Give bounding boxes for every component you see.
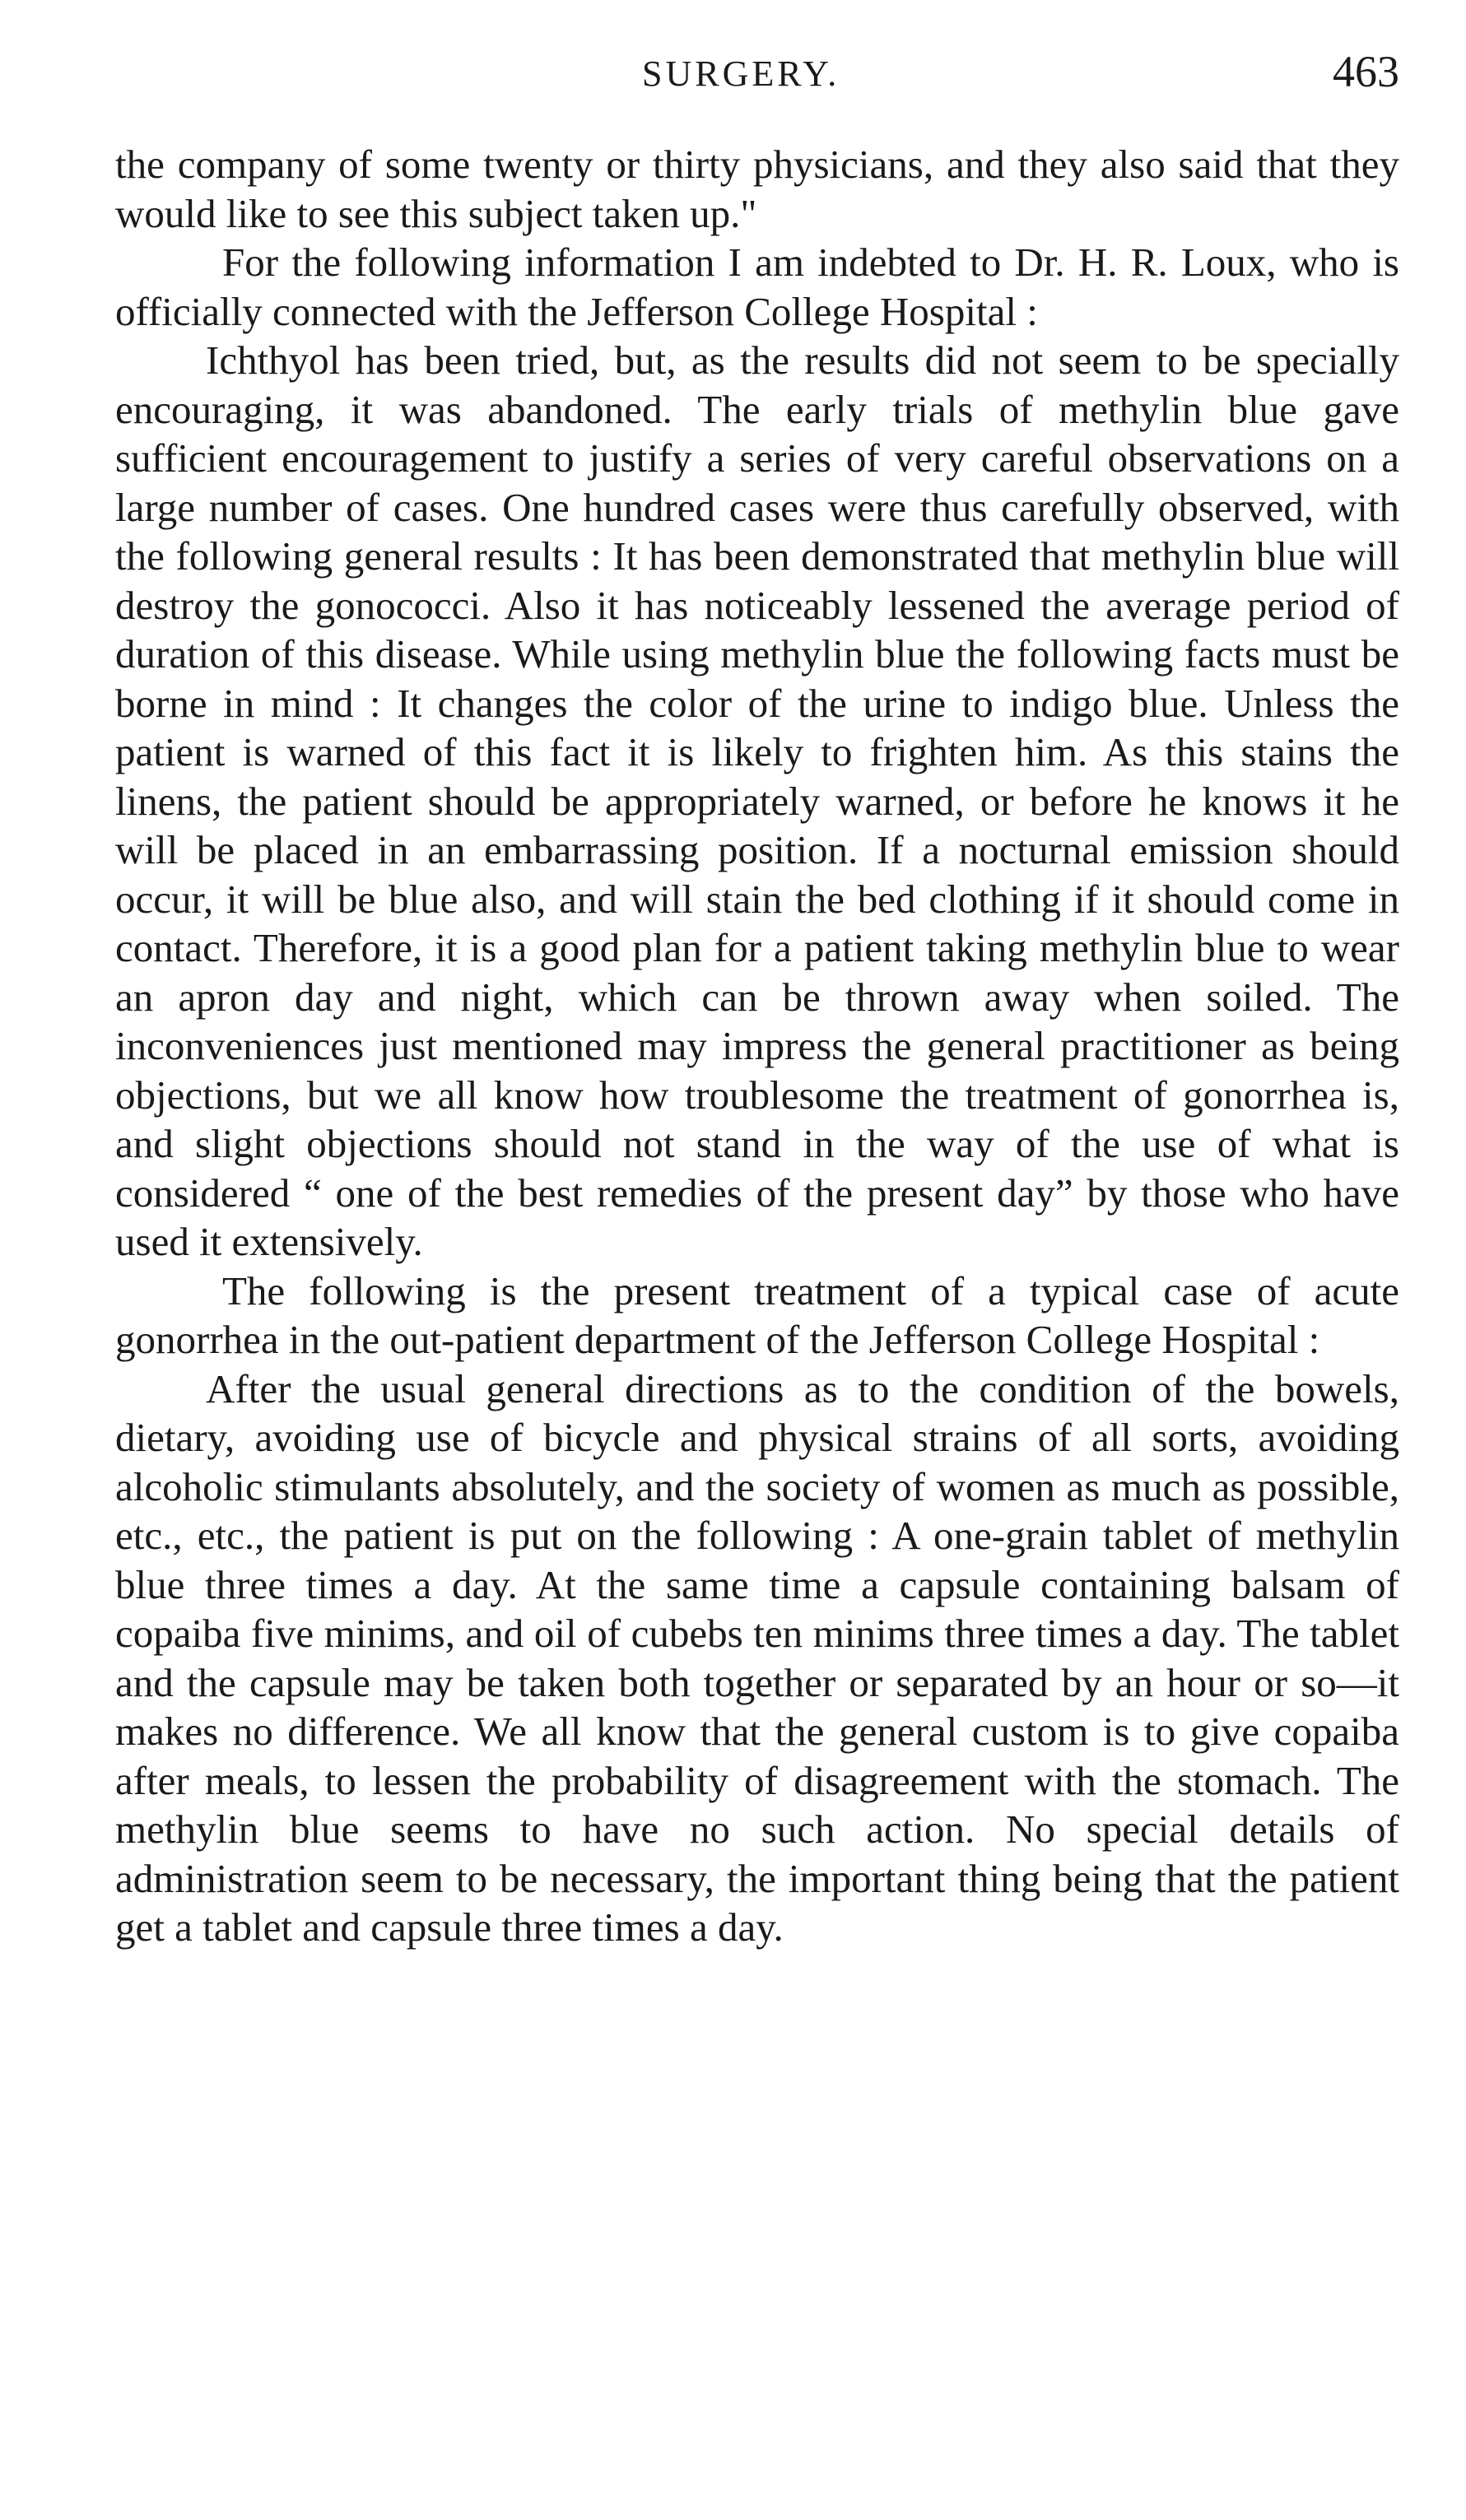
page-header: [115, 47, 1399, 110]
paragraph-typical-case: The following is the present treatment of a typical case of acute gonorrhea in the out-patient department of the Jefferson College Hospital :: [115, 1267, 1399, 1362]
paragraph-loux-intro: For the following information I am indebted to Dr. H. R. Loux, who is officially connected with the Jefferson College Hospital :: [115, 239, 1399, 334]
paragraph-continuation: the company of some twenty or thirty physicians, and they also said that they would like to see this subject taken up.": [115, 142, 1399, 236]
paragraph-treatment: After the usual general directions as to the condition of the bowels, dietary, avoiding use of bicycle and physical strains of all sorts, avoiding alcoholic stimulants absolutely, and the society of women as much as possible, etc., etc., the patient is put on the following : A one-grain tablet of methylin blue three times a day. At the same time a capsule containing balsam of copaiba five minims, and oil of cubebs ten minims three times a day. The tablet and the capsule may be taken both together or separated by an hour or so—it makes no difference. We all know that the general custom is to give copaiba after meals, to lessen the probability of disagreement with the stomach. The methylin blue seems to have no such action. No special details of administration seem to be necessary, the important thing being that the patient get a tablet and capsule three times a day.: [115, 1365, 1399, 1950]
paragraph-ichthyol: Ichthyol has been tried, but, as the results did not seem to be specially encouraging, it was abandoned. The early trials of methylin blue gave sufficient encouragement to justify a series of very careful observations on a large number of cases. One hundred cases were thus carefully observed, with the following general results : It has been demonstrated that methylin blue will destroy the gonococci. Also it has noticeably lessened the average period of duration of this disease. While using methylin blue the following facts must be borne in mind : It changes the color of the urine to indigo blue. Unless the patient is warned of this fact it is likely to frighten him. As this stains the linens, the patient should be appropriately warned, or before he knows it he will be placed in an embarrassing position. If a nocturnal emission should occur, it will be blue also, and will stain the bed clothing if it should come in contact. Therefore, it is a good plan for a patient taking methylin blue to wear an apron day and night, which can be thrown away when soiled. The inconveniences just mentioned may impress the general practitioner as being objections, but we all know how troublesome the treatment of gonorrhea is, and slight objections should not stand in the way of the use of what is considered “ one of the best remedies of the present day” by those who have used it extensively.: [115, 337, 1399, 1264]
body-text: [115, 140, 1399, 1952]
page-number: 463: [1333, 47, 1399, 96]
running-head: SURGERY.: [642, 53, 840, 94]
